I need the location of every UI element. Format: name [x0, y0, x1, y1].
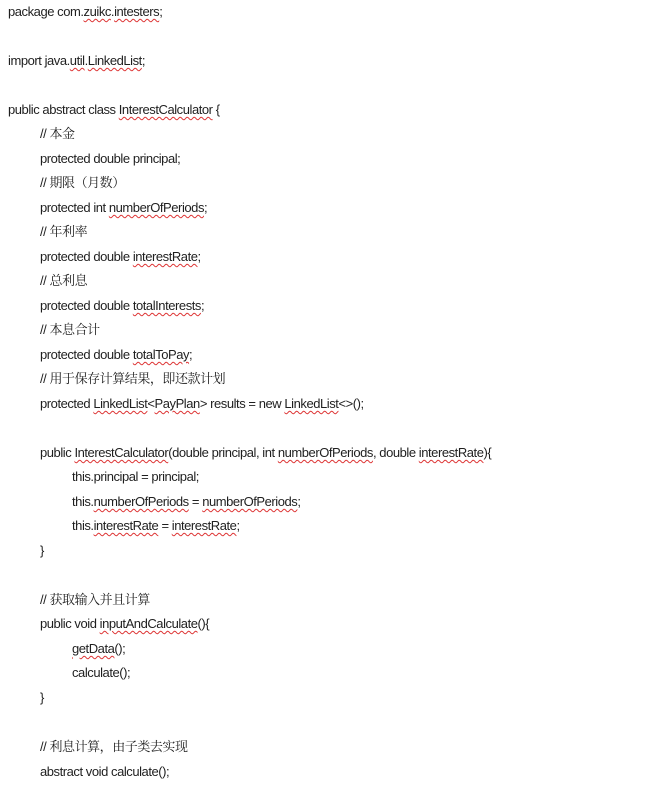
- code-text: calculate();: [72, 665, 131, 680]
- code-line-field-rate: [40, 248, 201, 266]
- code-text: this.: [72, 494, 94, 509]
- spellcheck-flagged-token: zuikc: [83, 4, 111, 19]
- code-text: public: [40, 445, 75, 460]
- code-text: this.principal = principal;: [72, 469, 199, 484]
- code-text: > results = new: [199, 396, 285, 411]
- code-line-comment-total-to-pay: [40, 321, 100, 339]
- code-line-class-declaration: [8, 101, 220, 119]
- code-line-comment-periods: [40, 174, 125, 192]
- spellcheck-flagged-token: LinkedList: [87, 53, 142, 68]
- code-line-field-periods: [40, 199, 207, 217]
- code-text: }: [40, 543, 44, 558]
- spellcheck-flagged-token: interestRate: [418, 445, 484, 460]
- code-text: protected double: [40, 249, 133, 264]
- code-text: ;: [197, 249, 201, 264]
- code-line-comment-total-interests: [40, 272, 87, 290]
- code-line-comment-principal: [40, 125, 75, 143]
- code-line-call-getdata: [72, 640, 125, 658]
- code-text: ;: [204, 200, 208, 215]
- code-text: public void: [40, 616, 100, 631]
- code-line-import: [8, 52, 145, 70]
- code-text: .: [110, 4, 115, 19]
- code-line-comment-calculate: [40, 738, 188, 756]
- code-line-abstract-calculate: [40, 763, 169, 781]
- code-text: // 利息计算，由子类去实现: [40, 739, 188, 754]
- spellcheck-flagged-token: LinkedList: [93, 396, 148, 411]
- code-text: ();: [114, 641, 126, 656]
- code-text: this.: [72, 518, 94, 533]
- code-text: protected: [40, 396, 94, 411]
- code-text: (){: [197, 616, 210, 631]
- spellcheck-flagged-token: numberOfPeriods: [108, 200, 204, 215]
- code-text: ;: [159, 4, 163, 19]
- spellcheck-flagged-token: PayPlan: [154, 396, 200, 411]
- code-text: =: [158, 518, 172, 533]
- code-text: ;: [297, 494, 301, 509]
- spellcheck-flagged-token: inputAndCalculate: [99, 616, 198, 631]
- code-text: public abstract class: [8, 102, 119, 117]
- spellcheck-flagged-token: interestRate: [132, 249, 198, 264]
- code-text: ;: [141, 53, 146, 68]
- spellcheck-flagged-token: getData: [72, 641, 115, 656]
- code-line-comment-rate: [40, 223, 87, 241]
- code-line-assign-periods: [72, 493, 301, 511]
- code-text: // 总利息: [40, 273, 88, 288]
- code-text: ;: [189, 347, 193, 362]
- code-text: ){: [483, 445, 492, 460]
- code-line-constructor-close: [40, 542, 44, 560]
- spellcheck-flagged-token: totalToPay: [132, 347, 190, 362]
- spellcheck-flagged-token: InterestCalculator: [118, 102, 213, 117]
- code-text: (double principal, int: [168, 445, 278, 460]
- code-line-field-principal: [40, 150, 180, 168]
- spellcheck-flagged-token: numberOfPeriods: [277, 445, 373, 460]
- spellcheck-flagged-token: numberOfPeriods: [93, 494, 189, 509]
- code-text: protected double: [40, 298, 133, 313]
- code-text: .: [84, 53, 88, 68]
- code-line-field-total-to-pay: [40, 346, 192, 364]
- code-text: , double: [372, 445, 419, 460]
- code-text: protected int: [40, 200, 109, 215]
- spellcheck-flagged-token: interestRate: [93, 518, 159, 533]
- spellcheck-flagged-token: intesters: [114, 4, 160, 19]
- code-line-comment-results: [40, 370, 225, 388]
- code-text: protected double principal;: [40, 151, 181, 166]
- code-line-method-close: [40, 689, 44, 707]
- code-text: // 期限（月数）: [40, 175, 125, 190]
- code-text: {: [212, 102, 220, 117]
- code-text: // 本息合计: [40, 322, 100, 337]
- code-line-field-results: [40, 395, 364, 413]
- spellcheck-flagged-token: interestRate: [171, 518, 237, 533]
- spellcheck-flagged-token: numberOfPeriods: [202, 494, 298, 509]
- code-text: <: [147, 396, 155, 411]
- code-line-package: [8, 3, 162, 21]
- spellcheck-flagged-token: LinkedList: [284, 396, 339, 411]
- code-text: package com.: [8, 4, 84, 19]
- code-text: abstract void calculate();: [40, 764, 170, 779]
- spellcheck-flagged-token: totalInterests: [132, 298, 201, 313]
- spellcheck-flagged-token: util: [69, 53, 85, 68]
- code-line-assign-rate: [72, 517, 240, 535]
- code-text: // 年利率: [40, 224, 88, 239]
- code-text: import java.: [8, 53, 70, 68]
- code-line-comment-input: [40, 591, 150, 609]
- code-line-assign-principal: [72, 468, 199, 486]
- code-line-field-total-interests: [40, 297, 204, 315]
- code-text: // 本金: [40, 126, 75, 141]
- code-text: }: [40, 690, 44, 705]
- code-text: ;: [236, 518, 240, 533]
- code-line-method-input-signature: [40, 615, 209, 633]
- code-line-constructor-signature: [40, 444, 491, 462]
- code-text: ;: [200, 298, 205, 313]
- code-text: protected double: [40, 347, 133, 362]
- code-text: // 用于保存计算结果，即还款计划: [40, 371, 226, 386]
- code-text: =: [188, 494, 203, 509]
- code-line-call-calculate: [72, 664, 130, 682]
- spellcheck-flagged-token: InterestCalculator: [74, 445, 169, 460]
- code-text: // 获取输入并且计算: [40, 592, 150, 607]
- code-text: <>();: [338, 396, 364, 411]
